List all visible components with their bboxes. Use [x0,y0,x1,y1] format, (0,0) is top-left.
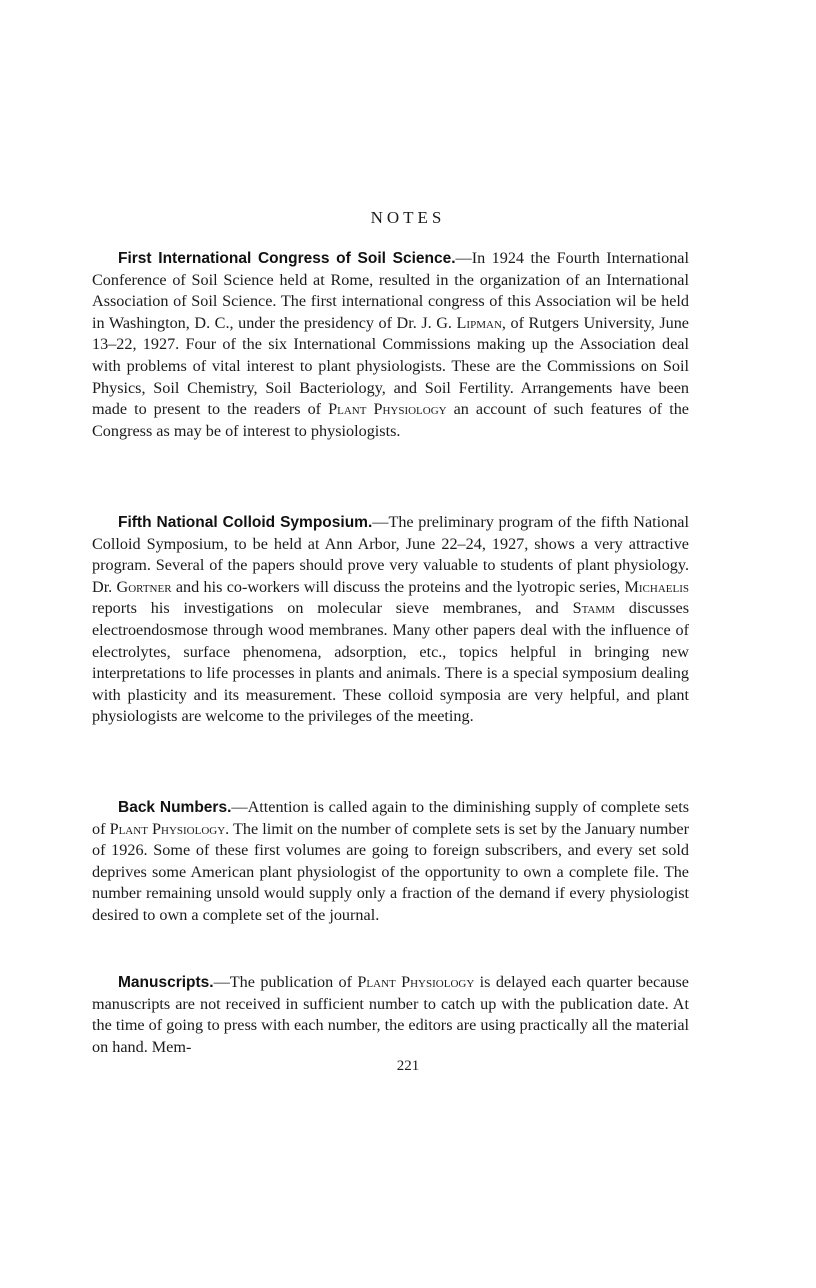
page-heading: NOTES [370,208,446,227]
note-dash: — [372,513,389,531]
note-text: The preliminary program of the fifth National Colloid Symposium, to be held at Ann Arbor, June 22–24, 1927, shows a very attractive program. Several of the papers should prove very valuable to students of plant physiology. Dr. [92,513,689,596]
page-number: 221 [396,1058,420,1074]
note-dash: — [455,249,472,267]
note-manuscripts [92,972,689,1058]
note-dash: — [213,973,230,991]
note-text: The publication of [229,973,358,991]
person-name: Lipman [456,313,502,332]
note-text: and his co-workers will discuss the proteins and the lyotropic series, [171,577,625,596]
note-text: an account of such features of the Congress as may be of interest to physiologists. [92,400,689,440]
note-title: Manuscripts. [118,974,214,991]
note-text: is delayed each quarter because manuscripts are not received in sufficient number to catch up with the publication date. At the time of going to press with each number, the editors are using practically all the material on hand. Mem- [92,973,689,1056]
journal-name: Plant Physiology [357,973,475,991]
note-back-numbers [92,797,689,927]
note-text: Attention is called again to the diminishing supply of complete sets of [92,798,689,838]
note-title: Back Numbers. [118,799,232,816]
note-text: In 1924 the Fourth International Conference of Soil Science held at Rome, resulted in the organization of an International Association of Soil Science. The first international congress of this Association wil be held in Washington, D. C., under the presidency of Dr. J. G. [92,249,689,332]
journal-name: Plant Physiology [328,400,447,419]
note-dash: — [231,798,248,816]
person-name: Stamm [572,599,615,618]
note-title: Fifth National Colloid Symposium. [118,514,373,531]
note-text: reports his investigations on molecular sieve membranes, and [92,599,573,618]
person-name: Michaelis [624,577,690,596]
journal-name: Plant Physiology [109,819,226,838]
note-text: discusses electroendosmose through wood membranes. Many other papers deal with the influence of electrolytes, surface phenomena, adsorption, etc., topics helpful in bringing new interpretations to life processes in plants and animals. There is a special symposium dealing with plasticity and its measurement. These colloid symposia are very helpful, and plant physiologists are welcome to the privileges of the meeting. [92,599,689,726]
person-name: Gortner [116,577,172,596]
note-soil-science-congress [92,248,689,442]
note-text: . The limit on the number of complete sets is set by the January number of 1926. Some of these first volumes are going to foreign subscribers, and every set sold deprives some American plant physiologist of the opportunity to own a complete file. The number remaining unsold would supply only a fraction of the demand if every physiologist desired to own a complete set of the journal. [92,819,689,924]
note-colloid-symposium [92,512,689,728]
note-text: , of Rutgers University, June 13–22, 1927. Four of the six International Commissions making up the Association deal with problems of vital interest to plant physiologists. These are the Commissions on Soil Physics, Soil Chemistry, Soil Bacteriology, and Soil Fertility. Arrangements have been made to present to the readers of [92,313,689,419]
note-title: First International Congress of Soil Science. [118,250,456,267]
